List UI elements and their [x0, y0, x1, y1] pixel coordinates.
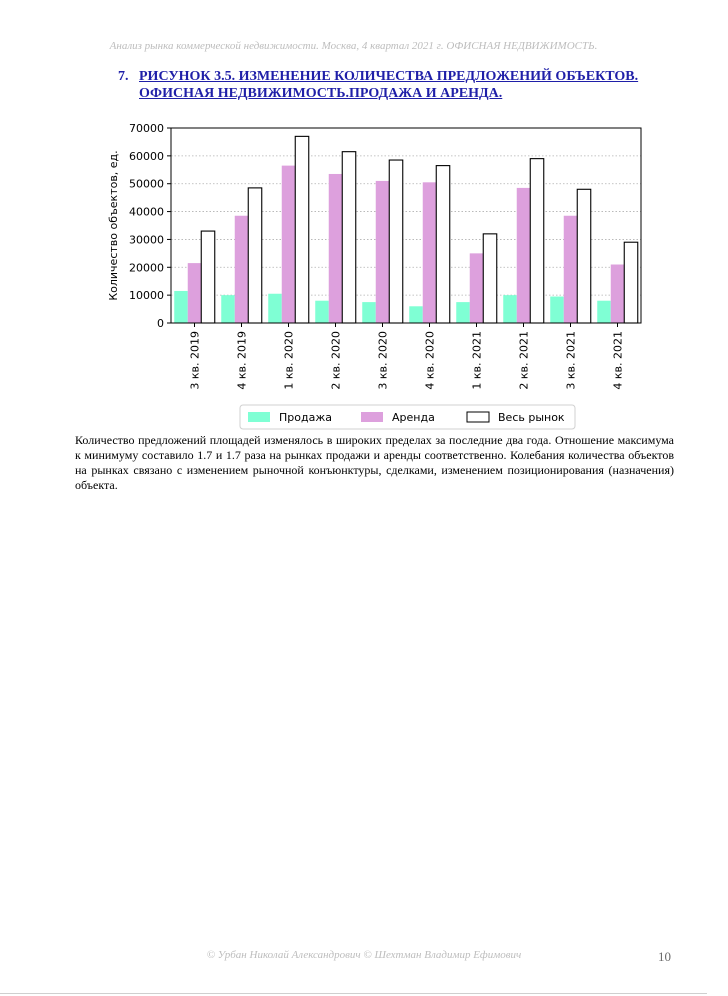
bar-total: [201, 231, 215, 323]
bar-sale: [362, 302, 376, 323]
y-tick-label: 20000: [129, 261, 164, 275]
bar-rent: [517, 188, 531, 323]
legend-swatch: [467, 412, 489, 422]
y-tick-label: 60000: [129, 149, 164, 163]
legend-label: Продажа: [279, 411, 332, 424]
bar-total: [530, 159, 544, 323]
bar-rent: [282, 166, 296, 323]
x-tick-label: 2 кв. 2021: [517, 331, 531, 390]
bar-total: [248, 188, 262, 323]
x-tick-label: 3 кв. 2021: [564, 331, 578, 390]
bar-total: [342, 152, 356, 323]
bar-total: [295, 136, 309, 323]
x-tick-label: 3 кв. 2019: [188, 331, 202, 390]
bar-sale: [315, 301, 329, 323]
page-footer: © Урбан Николай Александрович © Шехтман Владимир Ефимович: [206, 949, 522, 961]
x-tick-label: 3 кв. 2020: [376, 331, 390, 390]
y-tick-label: 10000: [129, 289, 164, 303]
y-tick-label: 0: [157, 317, 164, 330]
bar-sale: [221, 295, 235, 323]
bar-sale: [268, 294, 282, 323]
y-tick-label: 70000: [129, 122, 164, 135]
bar-sale: [174, 291, 188, 323]
bar-rent: [564, 216, 578, 323]
legend-label: Аренда: [392, 411, 435, 424]
bar-rent: [235, 216, 249, 323]
x-tick-label: 1 кв. 2020: [282, 331, 296, 390]
bar-total: [577, 189, 591, 323]
bar-total: [624, 242, 638, 323]
y-tick-label: 40000: [129, 205, 164, 219]
bottom-rule: [0, 993, 707, 994]
bar-sale: [550, 297, 564, 323]
figure-title-text[interactable]: РИСУНОК 3.5. ИЗМЕНЕНИЕ КОЛИЧЕСТВА ПРЕДЛОЖЕНИЙ ОБЪЕКТОВ. ОФИСНАЯ НЕДВИЖИМОСТЬ.ПРОДАЖА И АРЕНДА.: [139, 69, 639, 101]
x-tick-label: 2 кв. 2020: [329, 331, 343, 390]
legend-swatch: [248, 412, 270, 422]
legend-swatch: [361, 412, 383, 422]
bar-sale: [409, 306, 423, 323]
bar-rent: [470, 253, 484, 323]
x-tick-label: 4 кв. 2019: [235, 331, 249, 390]
page-number: 10: [658, 949, 671, 964]
x-tick-label: 1 кв. 2021: [470, 331, 484, 390]
page-header: Анализ рынка коммерческой недвижимости. Москва, 4 квартал 2021 г. ОФИСНАЯ НЕДВИЖИМОСТЬ.: [109, 40, 598, 52]
bar-rent: [329, 174, 343, 323]
bar-total: [483, 234, 497, 323]
body-paragraph: Количество предложений площадей изменялось в широких пределах за последние два года. Отношение максимума к минимуму составило 1.7 и 1.7 раза на рынках продажи и аренды соответственно. Колебания количества объектов на рынках связано с изменением рыночной конъюнктуры, сделками, изменением позиционирования (назначения) объекта.: [75, 433, 674, 492]
bar-rent: [376, 181, 390, 323]
bar-rent: [611, 265, 625, 324]
x-tick-label: 4 кв. 2020: [423, 331, 437, 390]
bar-total: [389, 160, 403, 323]
y-axis-label: Количество объектов, ед.: [107, 150, 120, 301]
offer-count-chart: [95, 120, 625, 430]
x-tick-label: 4 кв. 2021: [611, 331, 625, 390]
y-tick-label: 30000: [129, 233, 164, 247]
figure-number: 7.: [118, 69, 129, 84]
bar-rent: [188, 263, 202, 323]
bar-sale: [597, 301, 611, 323]
bar-rent: [423, 182, 437, 323]
bar-sale: [503, 295, 517, 323]
legend-label: Весь рынок: [498, 411, 565, 424]
bar-total: [436, 166, 450, 323]
bar-sale: [456, 302, 470, 323]
y-tick-label: 50000: [129, 177, 164, 191]
